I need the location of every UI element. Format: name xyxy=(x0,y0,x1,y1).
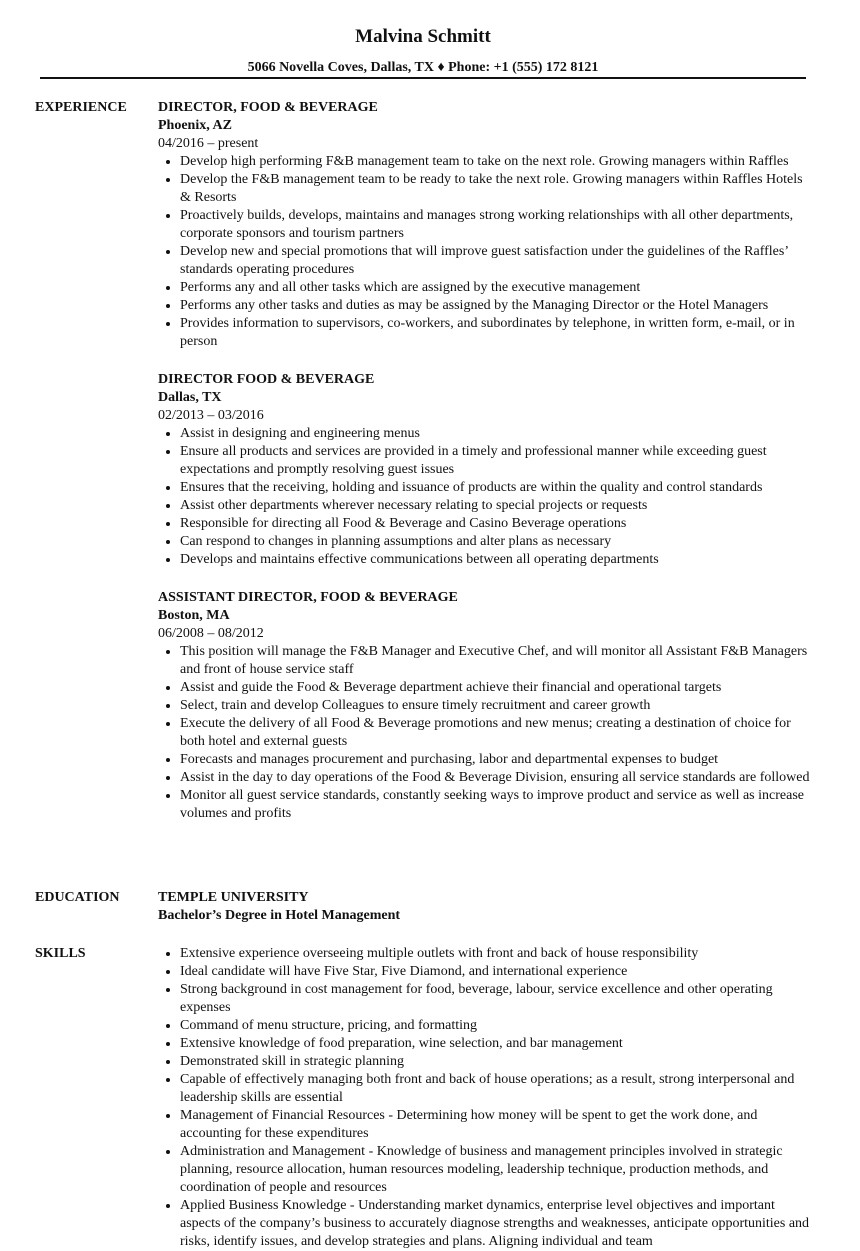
skill-item: • Strong background in cost management for food, beverage, labour, service excellence and other operating expenses xyxy=(180,981,815,1017)
bullet-item: • Responsible for directing all Food & Beverage and Casino Beverage operations xyxy=(180,515,815,533)
skill-item: • Command of menu structure, pricing, and formatting xyxy=(180,1017,815,1035)
education-body xyxy=(158,889,815,925)
school-name: TEMPLE UNIVERSITY xyxy=(158,890,309,905)
job-dates: 04/2016 – present xyxy=(158,136,259,151)
section-label-skills: SKILLS xyxy=(35,946,86,961)
bullet-item: • Execute the delivery of all Food & Beverage promotions and new menus; creating a destination of choice for both hotel and external guests xyxy=(180,715,815,751)
job-bullets xyxy=(158,425,815,569)
bullet-item: • Can respond to changes in planning assumptions and alter plans as necessary xyxy=(180,533,815,551)
contact-line: 5066 Novella Coves, Dallas, TX ♦ Phone: +1 (555) 172 8121 xyxy=(247,60,599,75)
skill-item: • Administration and Management - Knowledge of business and management principles involved in strategic planning, resource allocation, human resources modeling, leadership technique, production methods, and coordination of people and resources xyxy=(180,1143,815,1197)
skills-body xyxy=(158,945,815,1251)
skill-item: • Demonstrated skill in strategic planning xyxy=(180,1053,815,1071)
job-title: ASSISTANT DIRECTOR, FOOD & BEVERAGE xyxy=(158,590,458,605)
job-location: Phoenix, AZ xyxy=(158,118,232,133)
bullet-item: • Develops and maintains effective communications between all operating departments xyxy=(180,551,815,569)
header-divider xyxy=(40,77,806,79)
section-label-education: EDUCATION xyxy=(35,890,120,905)
bullet-item: • Monitor all guest service standards, constantly seeking ways to improve product and service as well as increase volumes and profits xyxy=(180,787,815,823)
bullet-item: • Assist in designing and engineering menus xyxy=(180,425,815,443)
job-bullets xyxy=(158,153,815,351)
job-location: Dallas, TX xyxy=(158,390,222,405)
skills-list xyxy=(158,945,815,1251)
bullet-item: • Develop new and special promotions that will improve guest satisfaction under the guidelines of the Raffles’ standards operating procedures xyxy=(180,243,815,279)
job-title: DIRECTOR, FOOD & BEVERAGE xyxy=(158,100,378,115)
job-entry xyxy=(158,371,815,569)
job-bullets xyxy=(158,643,815,823)
skill-item: • Ideal candidate will have Five Star, Five Diamond, and international experience xyxy=(180,963,815,981)
candidate-name: Malvina Schmitt xyxy=(355,26,491,47)
bullet-item: • Assist and guide the Food & Beverage department achieve their financial and operational targets xyxy=(180,679,815,697)
skill-item: • Extensive experience overseeing multiple outlets with front and back of house responsibility xyxy=(180,945,815,963)
bullet-item: • Assist other departments wherever necessary relating to special projects or requests xyxy=(180,497,815,515)
bullet-item: • Forecasts and manages procurement and purchasing, labor and departmental expenses to budget xyxy=(180,751,815,769)
bullet-item: • Provides information to supervisors, co-workers, and subordinates by telephone, in written form, e-mail, or in person xyxy=(180,315,815,351)
bullet-item: • Performs any and all other tasks which are assigned by the executive management xyxy=(180,279,815,297)
job-location: Boston, MA xyxy=(158,608,230,623)
bullet-item: • Develop high performing F&B management team to take on the next role. Growing managers within Raffles xyxy=(180,153,815,171)
resume-header xyxy=(40,25,806,77)
bullet-item: • This position will manage the F&B Manager and Executive Chef, and will monitor all Assistant F&B Managers and front of house service staff xyxy=(180,643,815,679)
bullet-item: • Ensures that the receiving, holding and issuance of products are within the quality and control standards xyxy=(180,479,815,497)
skill-item: • Management of Financial Resources - Determining how money will be spent to get the work done, and accounting for these expenditures xyxy=(180,1107,815,1143)
section-label-experience: EXPERIENCE xyxy=(35,100,127,115)
bullet-item: • Select, train and develop Colleagues to ensure timely recruitment and career growth xyxy=(180,697,815,715)
skill-item: • Capable of effectively managing both front and back of house operations; as a result, strong interpersonal and leadership skills are essential xyxy=(180,1071,815,1107)
job-entry xyxy=(158,99,815,351)
bullet-item: • Proactively builds, develops, maintains and manages strong working relationships with all other departments, corporate sponsors and tourism partners xyxy=(180,207,815,243)
bullet-item: • Develop the F&B management team to be ready to take the next role. Growing managers within Raffles Hotels & Resorts xyxy=(180,171,815,207)
skills-section xyxy=(35,945,815,1251)
job-dates: 06/2008 – 08/2012 xyxy=(158,626,264,641)
bullet-item: • Ensure all products and services are provided in a timely and professional manner while exceeding guest expectations and promptly resolving guest issues xyxy=(180,443,815,479)
skill-item: • Extensive knowledge of food preparation, wine selection, and bar management xyxy=(180,1035,815,1053)
degree: Bachelor’s Degree in Hotel Management xyxy=(158,908,401,923)
bullet-item: • Performs any other tasks and duties as may be assigned by the Managing Director or the Hotel Managers xyxy=(180,297,815,315)
job-title: DIRECTOR FOOD & BEVERAGE xyxy=(158,372,375,387)
experience-section xyxy=(35,99,815,843)
education-section xyxy=(35,889,815,925)
bullet-item: • Assist in the day to day operations of the Food & Beverage Division, ensuring all service standards are followed xyxy=(180,769,815,787)
skill-item: • Applied Business Knowledge - Understanding market dynamics, enterprise level objectives and important aspects of the company’s business to accurately diagnose strengths and weaknesses, anticipate opportunities and risks, identify issues, and develop strategies and plans. Aligning individual and team xyxy=(180,1197,815,1251)
job-dates: 02/2013 – 03/2016 xyxy=(158,408,264,423)
job-entry xyxy=(158,589,815,823)
experience-body xyxy=(158,99,815,823)
